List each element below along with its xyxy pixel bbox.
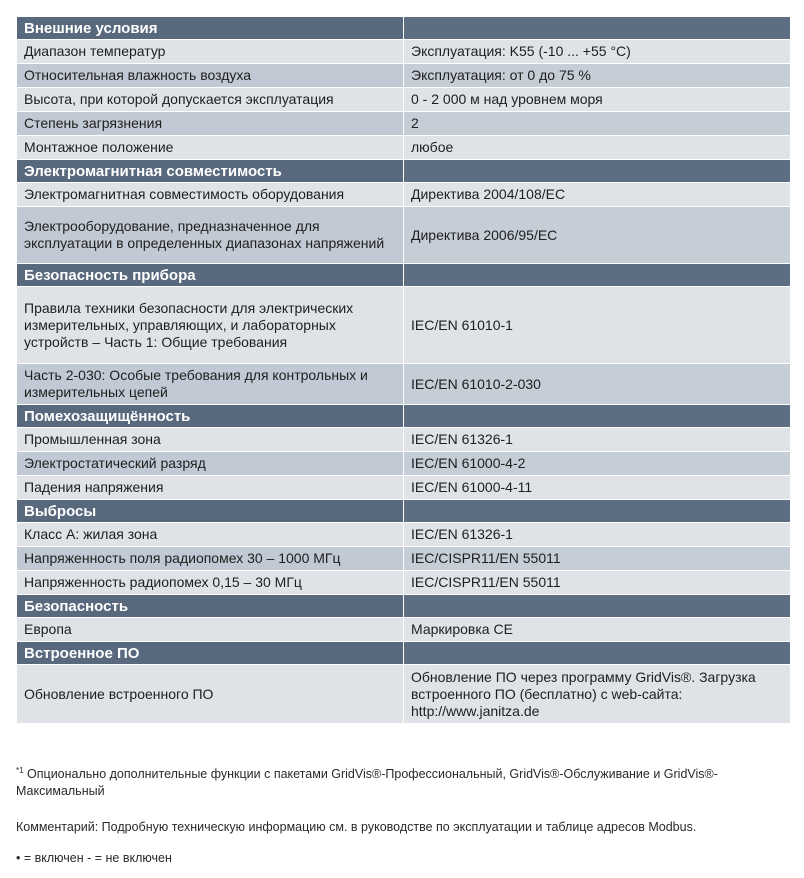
row-value: IEC/CISPR11/EN 55011	[404, 547, 791, 571]
legend: • = включен - = не включен	[16, 851, 172, 865]
section-title: Помехозащищённость	[17, 405, 404, 428]
row-label: Электрооборудование, предназначенное для эксплуатации в определенных диапазонах напряжений	[17, 207, 404, 264]
table-row	[17, 665, 791, 724]
row-label: Напряженность поля радиопомех 30 – 1000 МГц	[17, 547, 404, 571]
row-label: Высота, при которой допускается эксплуатация	[17, 88, 404, 112]
section-title: Встроенное ПО	[17, 642, 404, 665]
section-title: Внешние условия	[17, 17, 404, 40]
comment: Комментарий: Подробную техническую информацию см. в руководстве по эксплуатации и таблице адресов Modbus.	[16, 820, 697, 834]
row-value: IEC/EN 61010-2-030	[404, 364, 791, 405]
row-value: IEC/EN 61010-1	[404, 287, 791, 364]
table-row	[17, 452, 791, 476]
row-label: Часть 2-030: Особые требования для контрольных и измерительных цепей	[17, 364, 404, 405]
section-header	[17, 595, 791, 618]
row-value: 2	[404, 112, 791, 136]
section-header	[17, 264, 791, 287]
section-title: Безопасность	[17, 595, 404, 618]
section-header	[17, 160, 791, 183]
table-row	[17, 183, 791, 207]
table-row	[17, 88, 791, 112]
table-row	[17, 523, 791, 547]
row-value: Обновление ПО через программу GridVis®. Загрузка встроенного ПО (бесплатно) с web-сайта: http://www.janitza.de	[404, 665, 791, 724]
footnote-marker: *1	[16, 766, 24, 775]
row-label: Европа	[17, 618, 404, 642]
row-value: 0 - 2 000 м над уровнем моря	[404, 88, 791, 112]
row-value: IEC/CISPR11/EN 55011	[404, 571, 791, 595]
table-row	[17, 476, 791, 500]
table-row	[17, 207, 791, 264]
table-row	[17, 287, 791, 364]
row-label: Промышленная зона	[17, 428, 404, 452]
section-header	[17, 17, 791, 40]
footnote	[16, 766, 796, 800]
row-value: Эксплуатация: K55 (-10 ... +55 °C)	[404, 40, 791, 64]
table-row	[17, 40, 791, 64]
row-value: любое	[404, 136, 791, 160]
row-label: Электростатический разряд	[17, 452, 404, 476]
row-label: Падения напряжения	[17, 476, 404, 500]
table-row	[17, 618, 791, 642]
section-title: Электромагнитная совместимость	[17, 160, 404, 183]
row-value: Директива 2004/108/EC	[404, 183, 791, 207]
section-header	[17, 500, 791, 523]
row-label: Обновление встроенного ПО	[17, 665, 404, 724]
footnote-text: Опционально дополнительные функции с пакетами GridVis®-Профессиональный, GridVis®-Обслуживание и GridVis®-Максимальный	[16, 767, 718, 798]
table-row	[17, 364, 791, 405]
row-label: Электромагнитная совместимость оборудования	[17, 183, 404, 207]
row-label: Правила техники безопасности для электрических измерительных, управляющих, и лабораторных устройств – Часть 1: Общие требования	[17, 287, 404, 364]
row-label: Напряженность радиопомех 0,15 – 30 МГц	[17, 571, 404, 595]
row-value: IEC/EN 61000-4-11	[404, 476, 791, 500]
table-row	[17, 112, 791, 136]
table-row	[17, 547, 791, 571]
row-value: IEC/EN 61326-1	[404, 523, 791, 547]
table-row	[17, 136, 791, 160]
row-label: Монтажное положение	[17, 136, 404, 160]
row-value: Директива 2006/95/EC	[404, 207, 791, 264]
section-title: Выбросы	[17, 500, 404, 523]
row-value: Маркировка CE	[404, 618, 791, 642]
table-row	[17, 571, 791, 595]
row-value: Эксплуатация: от 0 до 75 %	[404, 64, 791, 88]
row-label: Относительная влажность воздуха	[17, 64, 404, 88]
section-header	[17, 405, 791, 428]
row-label: Диапазон температур	[17, 40, 404, 64]
row-label: Степень загрязнения	[17, 112, 404, 136]
row-value: IEC/EN 61000-4-2	[404, 452, 791, 476]
row-value: IEC/EN 61326-1	[404, 428, 791, 452]
table-row	[17, 64, 791, 88]
section-title: Безопасность прибора	[17, 264, 404, 287]
table-row	[17, 428, 791, 452]
section-header	[17, 642, 791, 665]
specs-table	[16, 16, 791, 724]
row-label: Класс A: жилая зона	[17, 523, 404, 547]
